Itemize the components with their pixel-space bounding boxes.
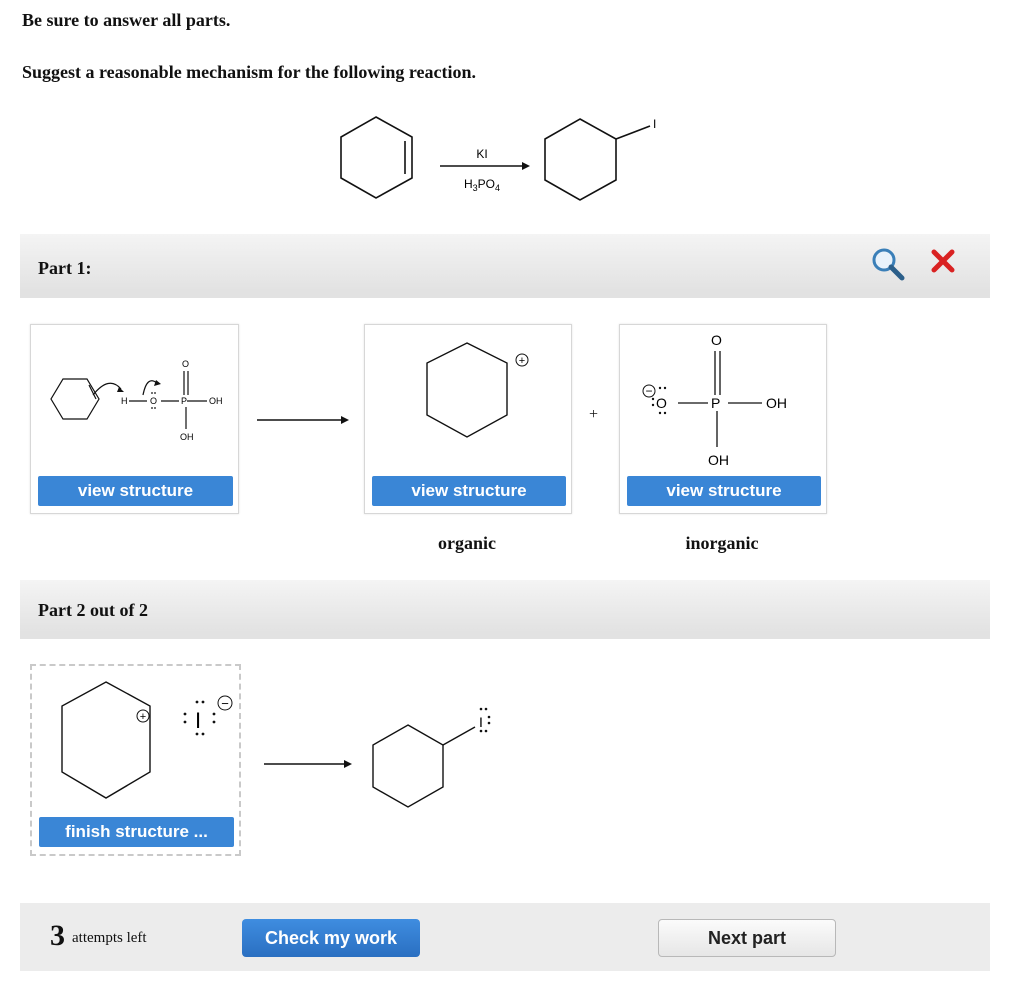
positive-charge-2: + — [139, 711, 147, 723]
svg-text:OH: OH — [180, 432, 194, 442]
svg-text:O: O — [711, 332, 722, 348]
part1-header — [20, 234, 990, 298]
svg-text:O: O — [150, 396, 158, 406]
reaction-scheme — [330, 108, 700, 222]
curved-arrow-1 — [93, 383, 121, 395]
svg-text:P: P — [181, 396, 188, 406]
negative-charge: − — [645, 384, 653, 398]
next-part-button[interactable]: Next part — [658, 919, 836, 957]
iodocyclohexane-product — [365, 695, 525, 825]
mechanism-arrow-part1 — [255, 412, 351, 428]
footer-bar — [20, 903, 990, 971]
part1-structure-card-carbocation[interactable] — [364, 324, 572, 514]
view-structure-button-3[interactable]: view structure — [627, 476, 821, 506]
positive-charge: + — [518, 355, 526, 367]
svg-text:P: P — [711, 395, 721, 411]
view-structure-button-1[interactable]: view structure — [38, 476, 233, 506]
part2-structure-card[interactable] — [30, 664, 241, 856]
label-organic: organic — [438, 533, 496, 553]
part1-structure-card-reactants[interactable] — [30, 324, 239, 514]
check-my-work-button[interactable]: Check my work — [242, 919, 420, 957]
reactants-drawing — [31, 345, 238, 469]
svg-text:H: H — [121, 396, 128, 406]
svg-text:OH: OH — [708, 452, 729, 468]
carbocation-drawing — [365, 325, 571, 475]
iodocyclohexane-ring — [545, 119, 616, 200]
product-iodine-label: I — [653, 117, 657, 131]
part1-structure-card-phosphate[interactable] — [619, 324, 827, 514]
attempts-left-label: attempts left — [72, 930, 147, 946]
mechanism-arrow-part2 — [262, 756, 354, 772]
view-structure-button-2[interactable]: view structure — [372, 476, 566, 506]
label-inorganic: inorganic — [685, 533, 759, 553]
attempts-count: 3 — [50, 919, 65, 952]
finish-structure-button[interactable]: finish structure ... — [39, 817, 234, 847]
svg-text:O: O — [656, 395, 667, 411]
reagent-ki: KI — [476, 147, 488, 161]
incorrect-x-icon — [930, 248, 956, 274]
magnifier-icon[interactable] — [870, 246, 906, 282]
instruction-question: Suggest a reasonable mechanism for the following reaction. — [22, 62, 476, 82]
svg-text:OH: OH — [766, 395, 787, 411]
phosphate-anion-drawing — [620, 325, 826, 475]
part1-title: Part 1: — [38, 258, 92, 278]
reagent-h3po4: $H_3PO_4$ — [463, 177, 501, 193]
instruction-answer-all: Be sure to answer all parts. — [22, 10, 231, 30]
svg-text:OH: OH — [209, 396, 223, 406]
iodide-symbol: I — [195, 708, 202, 733]
negative-charge-2: − — [221, 696, 229, 711]
part2-header — [20, 580, 990, 639]
cyclohexene-ring — [341, 117, 412, 198]
product-iodine: I — [479, 714, 483, 730]
plus-sign: + — [589, 406, 599, 423]
carbocation-iodide-drawing — [32, 666, 239, 812]
svg-text:O: O — [182, 359, 190, 369]
part2-title: Part 2 out of 2 — [38, 600, 148, 620]
